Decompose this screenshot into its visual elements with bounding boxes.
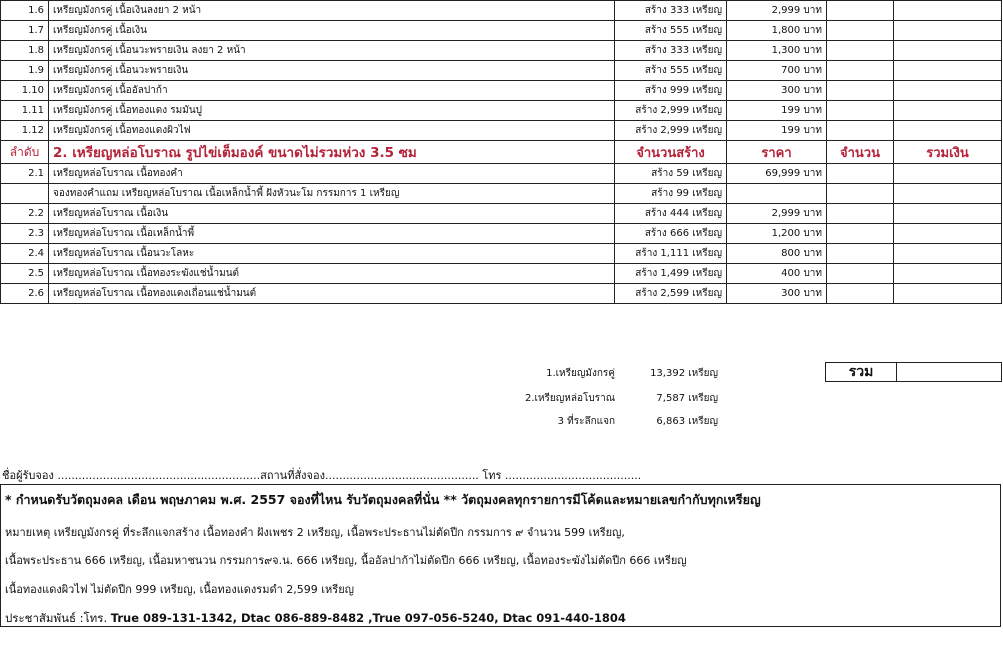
count-cell[interactable]	[827, 224, 894, 244]
table-row	[1, 1, 1002, 21]
contact-line	[5, 610, 626, 628]
count-cell[interactable]	[827, 81, 894, 101]
row-number: 2.4	[1, 244, 49, 264]
remark-line-2: เนื้อพระประธาน 666 เหรียญ, เนื้อมหาชนวน กรรมการ๙จ.น. 666 เหรียญ, นื้ออัลปาก้าไม่ตัดปีก 666 เหรียญ, เนื้อทองระฆังไม่ตัดปีก 666 เหรียญ	[5, 554, 687, 567]
item-name: เหรียญมังกรคู่ เนื้อเงิน	[49, 21, 615, 41]
item-quantity: สร้าง 1,111 เหรียญ	[615, 244, 727, 264]
order-column-header: ลำดับ	[1, 141, 49, 164]
total-cell[interactable]	[894, 61, 1002, 81]
table-row	[1, 244, 1002, 264]
item-name: เหรียญมังกรคู่ เนื้อนวะพรายเงิน ลงยา 2 หน้า	[49, 41, 615, 61]
count-cell[interactable]	[827, 184, 894, 204]
item-name: เหรียญหล่อโบราณ เนื้อทองแดงเถื่อนแช่น้ำมนต์	[49, 284, 615, 304]
item-quantity: สร้าง 666 เหรียญ	[615, 224, 727, 244]
row-number: 2.6	[1, 284, 49, 304]
summary-value: 13,392 เหรียญ	[650, 368, 718, 379]
item-quantity: สร้าง 333 เหรียญ	[615, 41, 727, 61]
count-cell[interactable]	[827, 204, 894, 224]
item-price: 1,200 บาท	[727, 224, 827, 244]
table-row	[1, 101, 1002, 121]
summary-value: 6,863 เหรียญ	[656, 416, 718, 427]
row-number: 2.1	[1, 164, 49, 184]
count-cell[interactable]	[827, 164, 894, 184]
item-quantity: สร้าง 59 เหรียญ	[615, 164, 727, 184]
row-number: 1.11	[1, 101, 49, 121]
total-cell[interactable]	[894, 184, 1002, 204]
total-cell[interactable]	[894, 204, 1002, 224]
total-cell[interactable]	[894, 224, 1002, 244]
total-cell[interactable]	[894, 81, 1002, 101]
item-quantity: สร้าง 999 เหรียญ	[615, 81, 727, 101]
item-quantity: สร้าง 2,999 เหรียญ	[615, 101, 727, 121]
total-cell[interactable]	[894, 21, 1002, 41]
table-row	[1, 21, 1002, 41]
item-price: 1,800 บาท	[727, 21, 827, 41]
summary-label: 1.เหรียญมังกรคู่	[546, 368, 615, 379]
table-row	[1, 264, 1002, 284]
count-column-header: จำนวน	[827, 141, 894, 164]
table-row	[1, 204, 1002, 224]
item-quantity: สร้าง 555 เหรียญ	[615, 61, 727, 81]
table-row	[1, 81, 1002, 101]
item-price: 199 บาท	[727, 101, 827, 121]
count-cell[interactable]	[827, 21, 894, 41]
row-number: 2.3	[1, 224, 49, 244]
item-quantity: สร้าง 555 เหรียญ	[615, 21, 727, 41]
table-row	[1, 224, 1002, 244]
section-header-row	[1, 141, 1002, 164]
total-cell[interactable]	[894, 101, 1002, 121]
item-price: 300 บาท	[727, 284, 827, 304]
item-price: 1,300 บาท	[727, 41, 827, 61]
table-row	[1, 41, 1002, 61]
item-name: เหรียญมังกรคู่ เนื้ออัลปาก้า	[49, 81, 615, 101]
table-row	[1, 61, 1002, 81]
row-number	[1, 184, 49, 204]
total-cell[interactable]	[894, 264, 1002, 284]
row-number: 1.9	[1, 61, 49, 81]
grand-total-value[interactable]	[897, 363, 1001, 381]
item-quantity: สร้าง 444 เหรียญ	[615, 204, 727, 224]
row-number: 2.2	[1, 204, 49, 224]
count-cell[interactable]	[827, 284, 894, 304]
count-cell[interactable]	[827, 1, 894, 21]
pickup-note: * กำหนดรับวัตถุมงคล เดือน พฤษภาคม พ.ศ. 2557 จองที่ไหน รับวัตถุมงคลที่นั่น ** วัตถุมงคลทุกรายการมีโค้ดและหมายเลขกำกับทุกเหรียญ	[5, 492, 761, 507]
item-quantity: สร้าง 2,999 เหรียญ	[615, 121, 727, 141]
count-cell[interactable]	[827, 61, 894, 81]
grand-total-box	[825, 362, 1002, 382]
total-cell[interactable]	[894, 284, 1002, 304]
item-name: เหรียญหล่อโบราณ เนื้อเหล็กน้ำพี้	[49, 224, 615, 244]
row-number: 1.8	[1, 41, 49, 61]
count-cell[interactable]	[827, 244, 894, 264]
notes-box	[0, 484, 1001, 627]
row-number: 1.12	[1, 121, 49, 141]
item-name: เหรียญหล่อโบราณ เนื้อนวะโลหะ	[49, 244, 615, 264]
item-name: เหรียญมังกรคู่ เนื้อทองแดง รมมันปู	[49, 101, 615, 121]
count-cell[interactable]	[827, 264, 894, 284]
total-cell[interactable]	[894, 41, 1002, 61]
item-quantity: สร้าง 2,599 เหรียญ	[615, 284, 727, 304]
section-title: 2. เหรียญหล่อโบราณ รูปไข่เต็มองค์ ขนาดไม่รวมห่วง 3.5 ซม	[49, 141, 615, 164]
summary-label: 3 ที่ระลึกแจก	[557, 416, 615, 427]
item-price: 800 บาท	[727, 244, 827, 264]
item-price: 2,999 บาท	[727, 1, 827, 21]
item-price: 300 บาท	[727, 81, 827, 101]
quantity-column-header: จำนวนสร้าง	[615, 141, 727, 164]
item-name: เหรียญหล่อโบราณ เนื้อทองคำ	[49, 164, 615, 184]
item-name: เหรียญมังกรคู่ เนื้อเงินลงยา 2 หน้า	[49, 1, 615, 21]
price-column-header: ราคา	[727, 141, 827, 164]
item-price: 199 บาท	[727, 121, 827, 141]
item-price	[727, 184, 827, 204]
row-number: 1.10	[1, 81, 49, 101]
remark-line-3: เนื้อทองแดงผิวไฟ ไม่ตัดปีก 999 เหรียญ, เนื้อทองแดงรมดำ 2,599 เหรียญ	[5, 583, 355, 596]
item-price: 400 บาท	[727, 264, 827, 284]
table-row	[1, 184, 1002, 204]
total-cell[interactable]	[894, 121, 1002, 141]
total-cell[interactable]	[894, 244, 1002, 264]
row-number: 1.6	[1, 1, 49, 21]
item-name: จองทองคำแถม เหรียญหล่อโบราณ เนื้อเหล็กน้ำพี้ ฝังหัวนะโม กรรมการ 1 เหรียญ	[49, 184, 615, 204]
summary-value: 7,587 เหรียญ	[656, 393, 718, 404]
signature-line: ชื่อผู้รับจอง ..........................................................สถานที่สั่งจอง............................................ โทร .......................................	[2, 469, 642, 482]
row-number: 2.5	[1, 264, 49, 284]
item-price: 2,999 บาท	[727, 204, 827, 224]
count-cell[interactable]	[827, 121, 894, 141]
total-cell[interactable]	[894, 164, 1002, 184]
grand-total-label: รวม	[826, 363, 897, 381]
item-name: เหรียญมังกรคู่ เนื้อทองแดงผิวไฟ	[49, 121, 615, 141]
summary-label: 2.เหรียญหล่อโบราณ	[524, 393, 615, 404]
table-row	[1, 164, 1002, 184]
item-quantity: สร้าง 1,499 เหรียญ	[615, 264, 727, 284]
remark-line-1: หมายเหตุ เหรียญมังกรคู่ ที่ระลึกแจกสร้าง เนื้อทองคำ ฝังเพชร 2 เหรียญ, เนื้อพระประธานไม่ตัดปีก กรรมการ ๙ จำนวน 599 เหรียญ,	[5, 526, 625, 539]
item-name: เหรียญหล่อโบราณ เนื้อเงิน	[49, 204, 615, 224]
total-column-header: รวมเงิน	[894, 141, 1002, 164]
contact-phones: True 089-131-1342, Dtac 086-889-8482 ,True 097-056-5240, Dtac 091-440-1804	[110, 611, 626, 625]
contact-prefix: ประชาสัมพันธ์ :โทร.	[5, 611, 111, 625]
item-name: เหรียญมังกรคู่ เนื้อนวะพรายเงิน	[49, 61, 615, 81]
price-table	[0, 0, 1002, 304]
item-quantity: สร้าง 333 เหรียญ	[615, 1, 727, 21]
item-price: 69,999 บาท	[727, 164, 827, 184]
table-row	[1, 284, 1002, 304]
count-cell[interactable]	[827, 41, 894, 61]
table-row	[1, 121, 1002, 141]
item-name: เหรียญหล่อโบราณ เนื้อทองระฆังแช่น้ำมนต์	[49, 264, 615, 284]
count-cell[interactable]	[827, 101, 894, 121]
row-number: 1.7	[1, 21, 49, 41]
total-cell[interactable]	[894, 1, 1002, 21]
item-price: 700 บาท	[727, 61, 827, 81]
item-quantity: สร้าง 99 เหรียญ	[615, 184, 727, 204]
